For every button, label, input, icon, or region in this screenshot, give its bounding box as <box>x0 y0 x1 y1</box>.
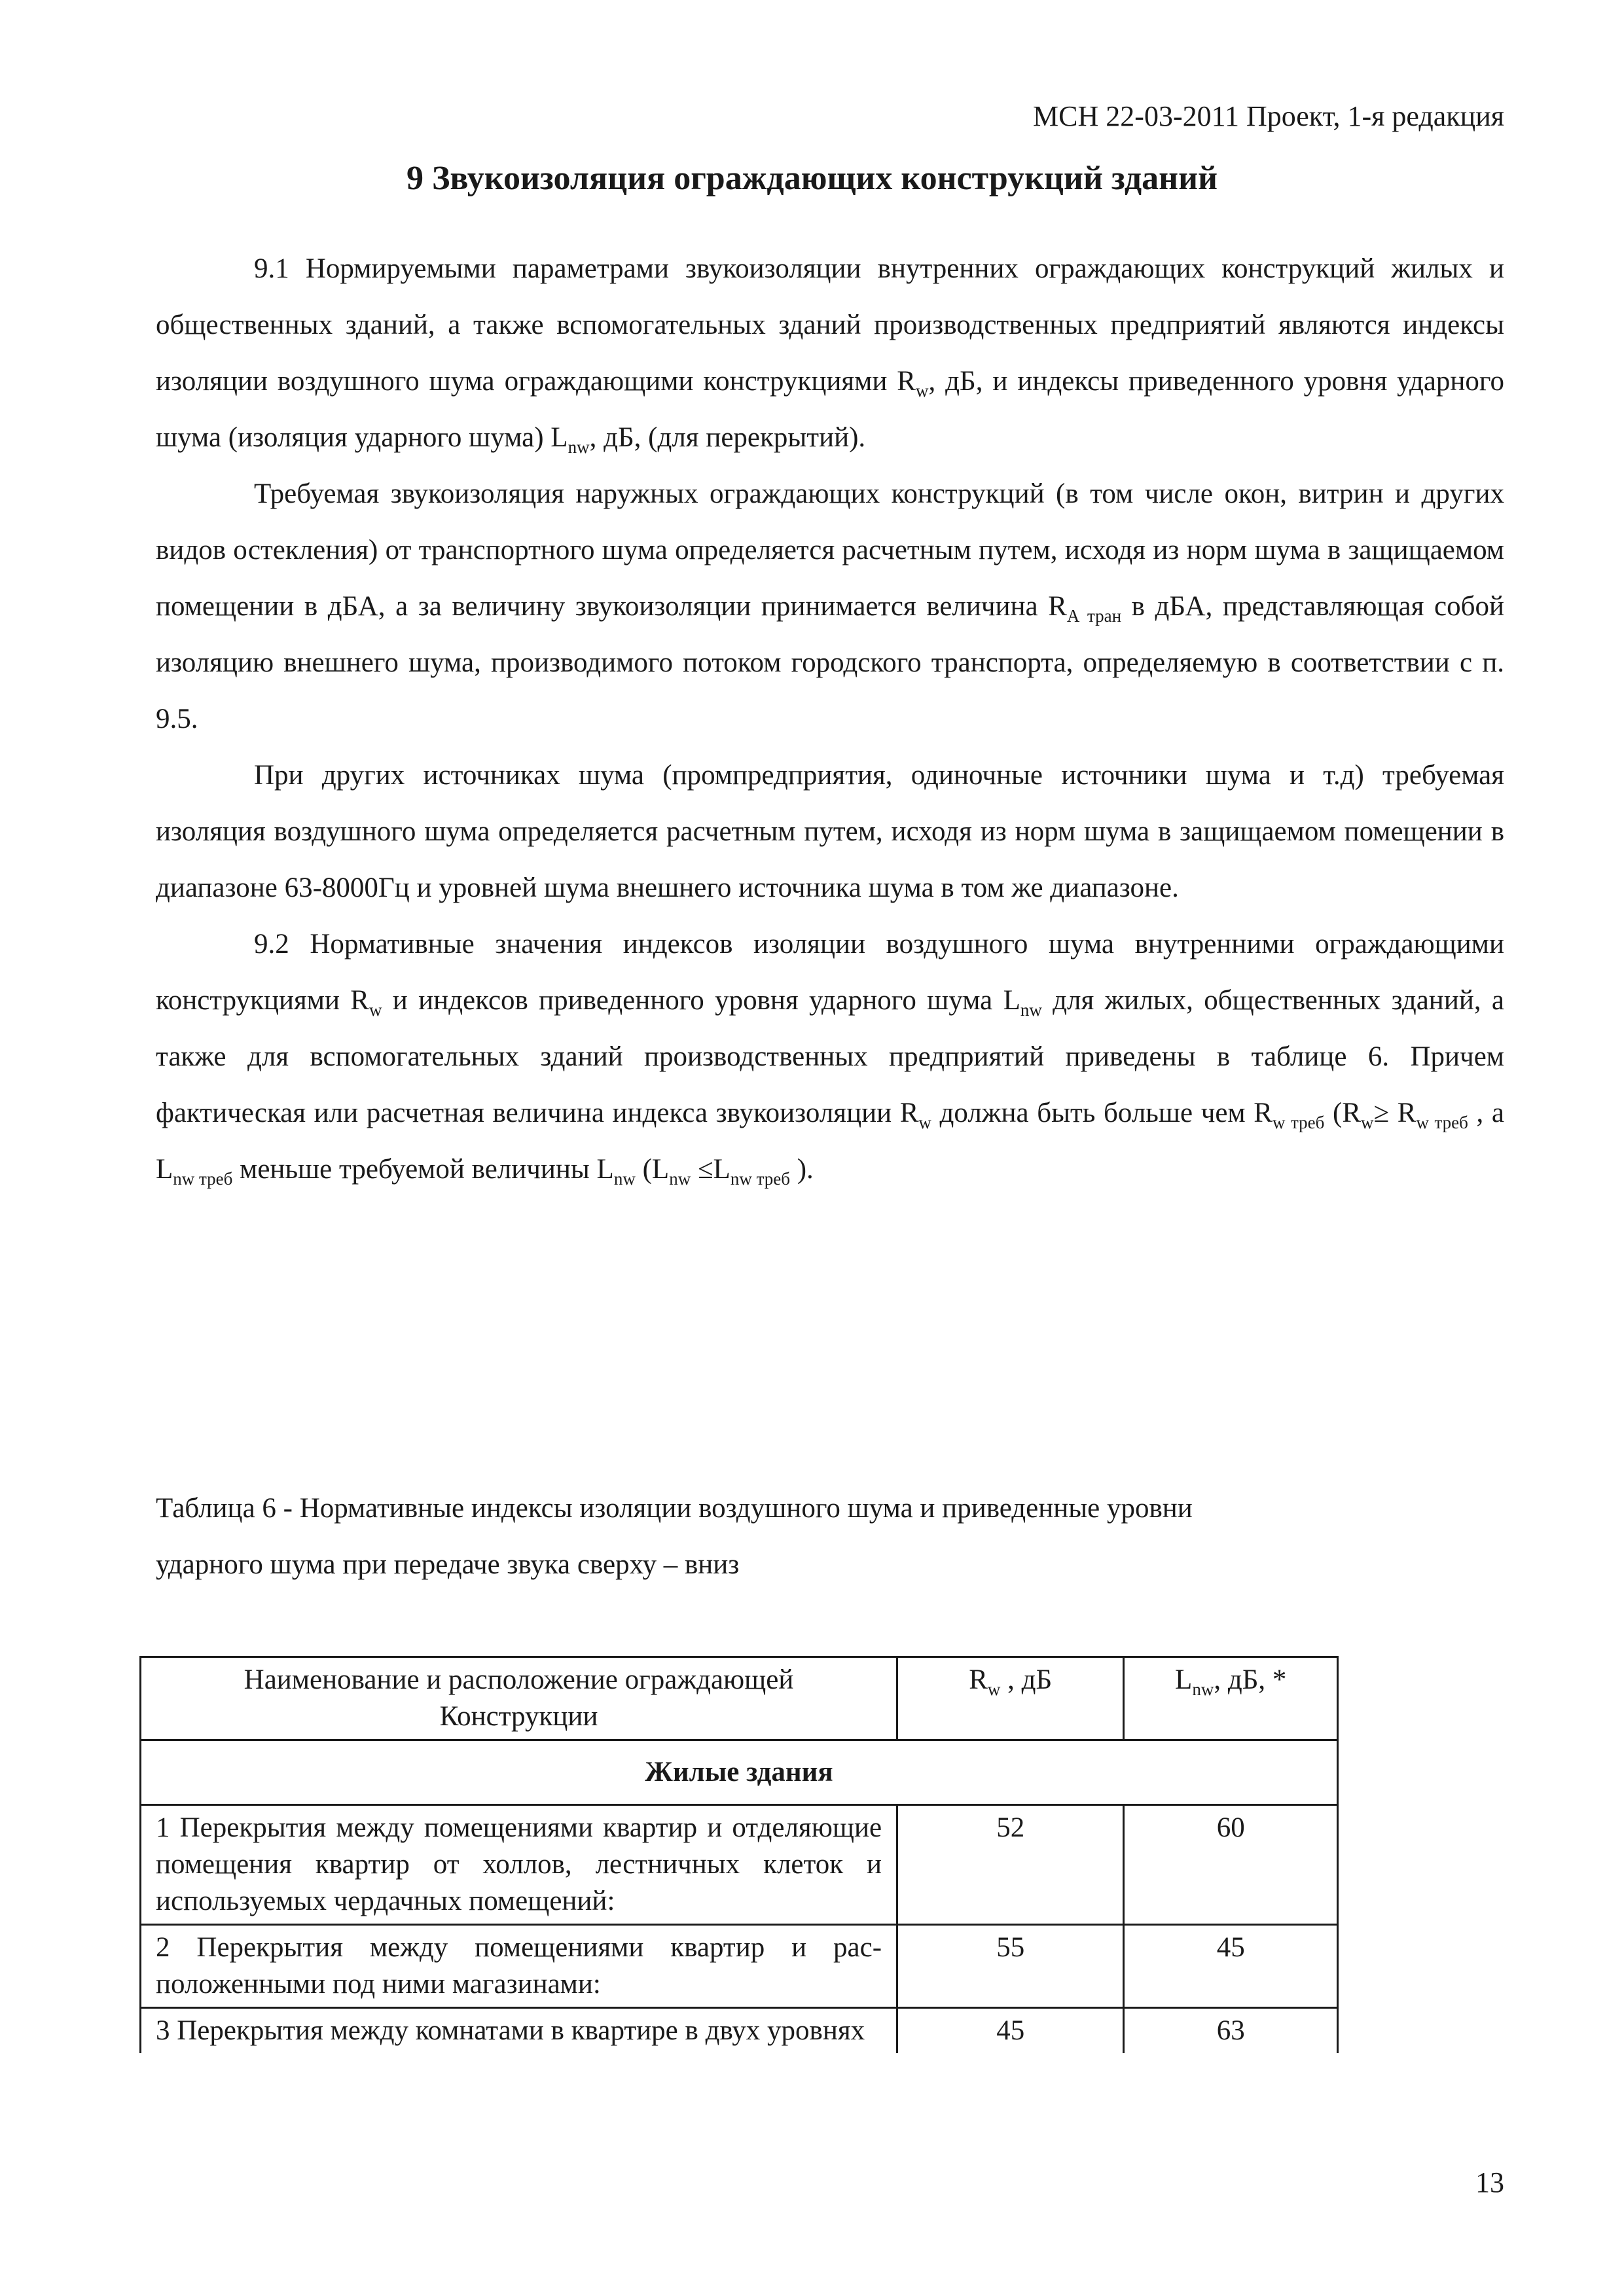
table-caption-line-1: Таблица 6 - Нормативные индексы изоляции воздушного шума и приведенные уровни <box>156 1493 1193 1524</box>
row-rw: 52 <box>897 1805 1124 1925</box>
table-caption-line-2: ударного шума при передаче звука сверху – вниз <box>156 1549 740 1580</box>
section-title: 9 Звукоизоляция ограждающих конструкций зданий <box>406 160 1218 197</box>
row-lnw: 63 <box>1124 2008 1338 2054</box>
table-caption <box>156 1480 1504 1593</box>
paragraph-9-1: 9.1 Нормируемыми параметрами звукоизоляции внутренних ограждающих конструкций жилых и общественных зданий, а также вспомогательных зданий производственных предприятий являются индексы изоляции воздушного шума ограждающими конструкциями $R_w$, дБ, и индексы приведенного уровня ударного шума (изоляция ударного шума) $L_{nw}$, дБ, (для перекрытий). <box>156 253 1504 457</box>
symbol-ra-tran: R <box>1048 591 1067 622</box>
row-name: 1 Перекрытия между помещениями квартир и отделяющие помещения квартир от холлов, лестничных клеток и используемых чердачных помещений: <box>141 1805 897 1925</box>
section-body <box>156 241 1504 1198</box>
running-header: МСН 22-03-2011 Проект, 1-я редакция <box>1033 100 1504 132</box>
row-name: 3 Перекрытия между комнатами в квартире в двух уровнях <box>141 2008 897 2054</box>
row-rw: 45 <box>897 2008 1124 2054</box>
column-header-rw: $R_w$ , дБ <box>897 1657 1124 1740</box>
page-number: 13 <box>1475 2166 1504 2198</box>
table-header-row <box>141 1657 1338 1740</box>
table-group-row <box>141 1740 1338 1805</box>
column-header-lnw: $L_{nw}$, дБ, * <box>1124 1657 1338 1740</box>
paragraph-other-sources: При других источниках шума (промпредприятия, одиночные источники шума и т.д) требуемая изоляция воздушного шума определяется расчетным путем, исходя из норм шума в защищаемом помещении в диапазоне 63-8000Гц и уровней шума внешнего источника шума в том же диапазоне. <box>156 760 1504 903</box>
paragraph-transport-noise: Требуемая звукоизоляция наружных ограждающих конструкций (в том числе окон, витрин и других видов остекления) от транспортного шума определяется расчетным путем, исходя из норм шума в защищаемом помещении в дБА, а за величину звукоизоляции принимается величина $R_{А тран}$ в дБА, представляющая собой изоляцию внешнего шума, производимого потоком городского транспорта, определяемую в соответствии с п. 9.5. <box>156 478 1504 734</box>
norms-table <box>139 1656 1339 2053</box>
row-rw: 55 <box>897 1925 1124 2008</box>
row-name: 2 Перекрытия между помещениями квартир и расположенными под ними магазинами: <box>141 1925 897 2008</box>
group-label: Жилые здания <box>141 1740 1338 1805</box>
table-row <box>141 2008 1338 2054</box>
paragraph-9-2: 9.2 Нормативные значения индексов изоляции воздушного шума внутренними ограждающими конструкциями $R_w$ и индексов приведенного уровня ударного шума $L_{nw}$ для жилых, общественных зданий, а также для вспомогательных зданий производственных предприятий приведены в таблице 6. Причем фактическая или расчетная величина индекса звукоизоляции $R_w$ должна быть больше чем $R_{w треб}$ ($R_w\ge R_{w треб}$ , а $L_{nw треб}$ меньше требуемой величины $L_{nw}$ ($L_{nw} \le L_{nw треб}$ ). <box>156 929 1504 1189</box>
row-lnw: 45 <box>1124 1925 1338 2008</box>
column-header-name: Наименование и расположение ограждающей Конструкции <box>141 1657 897 1740</box>
table-row <box>141 1805 1338 1925</box>
symbol-rw: R <box>897 366 916 397</box>
row-lnw: 60 <box>1124 1805 1338 1925</box>
table-row <box>141 1925 1338 2008</box>
symbol-lnw: L <box>550 422 568 453</box>
